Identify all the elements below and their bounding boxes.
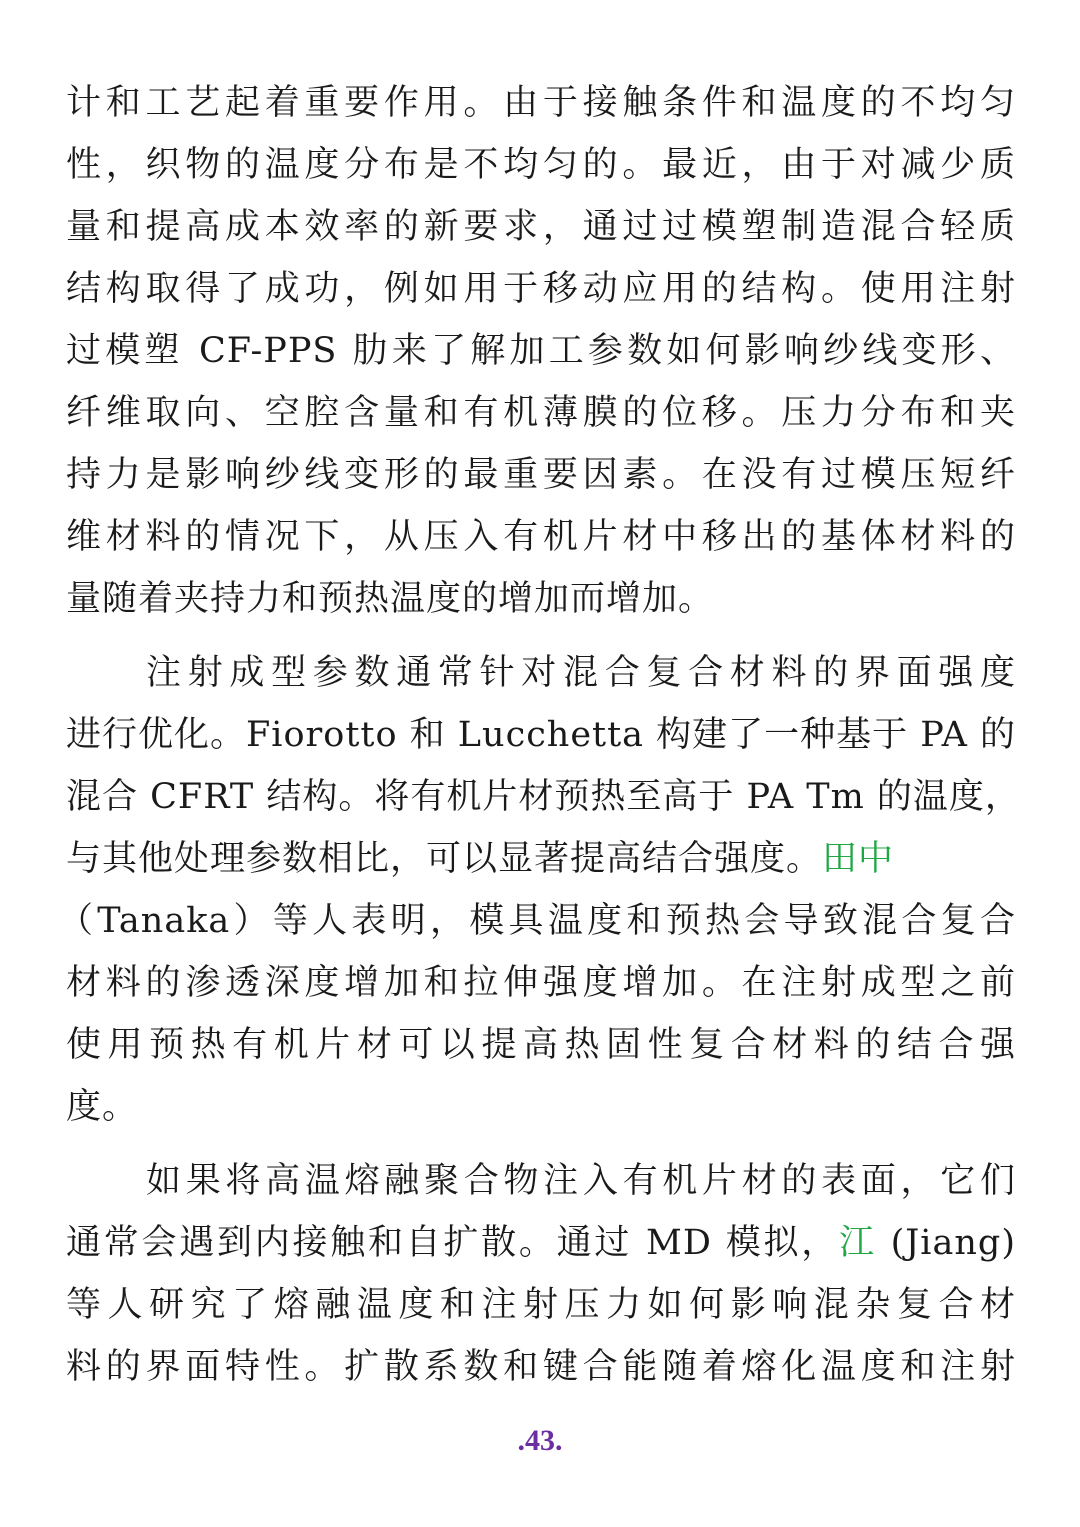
text-line: 量随着夹持力和预热温度的增加而增加。 (66, 579, 715, 619)
text-line: 料的界面特性。扩散系数和键合能随着熔化温度和注射 (66, 1347, 1016, 1387)
text-line: 纤维取向、空腔含量和有机薄膜的位移。压力分布和夹 (66, 393, 1016, 433)
text-line: 进行优化。Fiorotto 和 Lucchetta 构建了一种基于 PA 的 (66, 715, 1017, 755)
text-line (66, 1212, 1016, 1274)
text-line: 结构取得了成功，例如用于移动应用的结构。使用注射 (66, 269, 1016, 309)
text-line: 等人研究了熔融温度和注射压力如何影响混杂复合材 (66, 1285, 1016, 1325)
text-line: 过模塑 CF-PPS 肋来了解加工参数如何影响纱线变形、 (66, 331, 1016, 371)
text-line: 使用预热有机片材可以提高热固性复合材料的结合强 (66, 1025, 1016, 1065)
paragraph-2 (58, 642, 1021, 1138)
text-segment: 通常会遇到内接触和自扩散。通过 MD 模拟， (66, 1223, 839, 1263)
paragraph-3 (66, 1150, 1016, 1398)
reference-link-jiang[interactable]: 江 (839, 1223, 877, 1263)
text-line: 性，织物的温度分布是不均匀的。最近，由于对减少质 (66, 145, 1016, 185)
text-line: 注射成型参数通常针对混合复合材料的界面强度 (146, 653, 1016, 693)
text-segment: 与其他处理参数相比，可以显著提高结合强度。 (66, 839, 823, 879)
text-line: 混合 CFRT 结构。将有机片材预热至高于 PA Tm 的温度， (66, 777, 1021, 817)
text-line: 计和工艺起着重要作用。由于接触条件和温度的不均匀 (66, 83, 1016, 123)
text-line (66, 828, 1016, 890)
page-number: .43. (517, 1424, 563, 1457)
text-line: 度。 (66, 1087, 139, 1127)
paragraph-1 (66, 72, 1016, 630)
text-line: 维材料的情况下，从压入有机片材中移出的基体材料的 (66, 517, 1016, 557)
text-line: 持力是影响纱线变形的最重要因素。在没有过模压短纤 (66, 455, 1016, 495)
reference-link-tanaka[interactable]: 田中 (822, 839, 895, 879)
text-line: 材料的渗透深度增加和拉伸强度增加。在注射成型之前 (66, 963, 1016, 1003)
text-segment: (Jiang) (890, 1223, 1016, 1263)
text-line: 如果将高温熔融聚合物注入有机片材的表面，它们 (146, 1161, 1016, 1201)
text-line: （Tanaka）等人表明，模具温度和预热会导致混合复合 (58, 901, 1016, 941)
text-line: 量和提高成本效率的新要求，通过过模塑制造混合轻质 (66, 207, 1016, 247)
